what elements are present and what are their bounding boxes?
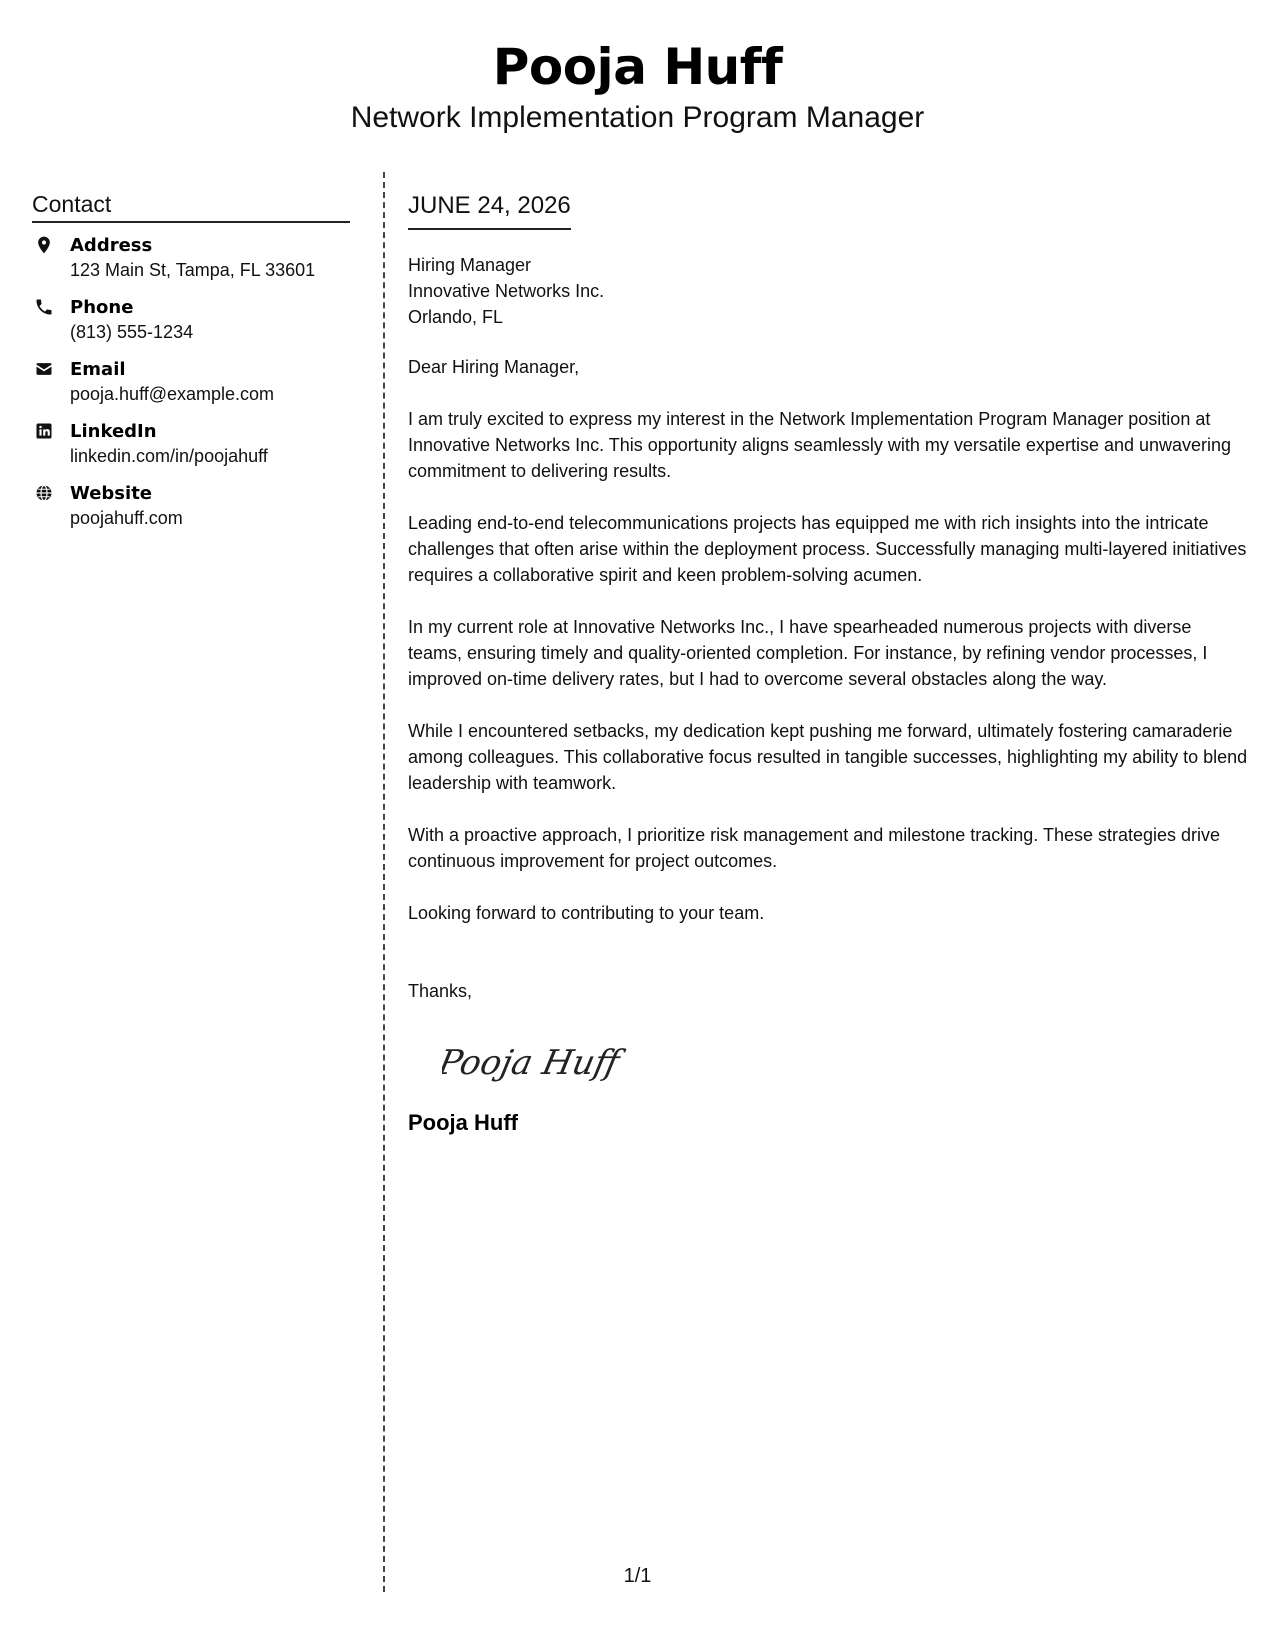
recipient-line: Innovative Networks Inc. [408, 281, 605, 301]
contact-value: (813) 555-1234 [70, 322, 194, 342]
recipient-block [408, 252, 1250, 330]
map-pin-icon [34, 235, 54, 255]
contact-section-title: Contact [32, 190, 350, 223]
body-paragraph: I am truly excited to express my interest in the Network Implementation Program Manager position at Innovative Networks Inc. This opportunity aligns seamlessly with my versatile expertise and unwavering commitment to delivering results. [408, 409, 1232, 481]
contact-value: 123 Main St, Tampa, FL 33601 [70, 260, 316, 280]
letter-body [408, 190, 1250, 1137]
body-paragraph: With a proactive approach, I prioritize risk management and milestone tracking. These strategies drive continuous improvement for project outcomes. [408, 825, 1221, 871]
contact-label: LinkedIn [70, 421, 157, 442]
letter-date: JUNE 24, 2026 [408, 190, 571, 230]
closing: Thanks, [408, 981, 473, 1001]
page-number: 1/1 [623, 1565, 652, 1587]
contact-item-email [32, 357, 350, 407]
contact-sidebar [32, 190, 350, 543]
phone-icon [34, 297, 54, 317]
applicant-name: Pooja Huff [492, 38, 783, 96]
contact-item-linkedin [32, 419, 350, 469]
body-paragraph: Looking forward to contributing to your team. [408, 903, 765, 923]
contact-value: pooja.huff@example.com [70, 384, 275, 404]
signer-name: Pooja Huff [408, 1110, 518, 1135]
contact-list [32, 233, 350, 531]
contact-value: linkedin.com/in/poojahuff [70, 446, 268, 466]
body-paragraph: In my current role at Innovative Networks Inc., I have spearheaded numerous projects with diverse teams, ensuring timely and quality-oriented completion. For instance, by refining vendor processes, I improved on-time delivery rates, but I had to overcome several obstacles along the way. [408, 617, 1208, 689]
contact-item-address [32, 233, 350, 283]
salutation: Dear Hiring Manager, [408, 357, 580, 377]
contact-label: Phone [70, 297, 134, 318]
job-title: Network Implementation Program Manager [350, 101, 925, 134]
contact-label: Website [70, 483, 153, 504]
body-paragraph: Leading end-to-end telecommunications projects has equipped me with rich insights into the intricate challenges that often arise within the deployment process. Successfully managing multi-layered initiatives requires a collaborative spirit and keen problem-solving acumen. [408, 513, 1247, 585]
linkedin-icon [34, 421, 54, 441]
globe-icon [34, 483, 54, 503]
recipient-line: Hiring Manager [408, 255, 532, 275]
contact-label: Email [70, 359, 126, 380]
contact-label: Address [70, 235, 153, 256]
column-divider [383, 172, 385, 1592]
contact-item-phone [32, 295, 350, 345]
contact-value: poojahuff.com [70, 508, 183, 528]
contact-item-website [32, 481, 350, 531]
document-header [0, 36, 1275, 136]
envelope-icon [34, 359, 54, 379]
svg-text:Pooja Huff: Pooja Huff [442, 1043, 623, 1083]
body-paragraph: While I encountered setbacks, my dedication kept pushing me forward, ultimately fostering camaraderie among colleagues. This collaborative focus resulted in tangible successes, highlighting my ability to blend leadership with teamwork. [408, 721, 1248, 793]
recipient-line: Orlando, FL [408, 307, 504, 327]
handwritten-signature [442, 1030, 642, 1090]
